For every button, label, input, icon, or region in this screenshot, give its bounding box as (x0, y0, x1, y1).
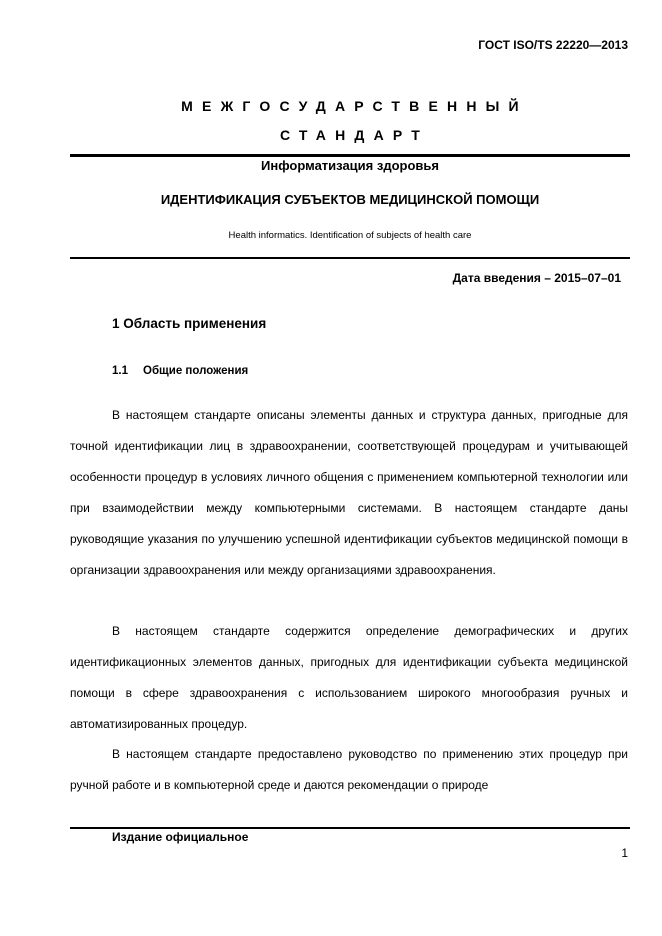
section-heading: 1 Область применения (112, 316, 267, 331)
paragraph-1: В настоящем стандарте описаны элементы данных и структура данных, пригодные для точной идентификации лиц в здравоохранении, соответствующей процедурам и учитывающей особенности процедур в условиях личного общения с применением компьютерной технологии или при взаимодействии между компьютерными системами. В настоящем стандарте даны руководящие указания по улучшению успешной идентификации субъектов медицинской помощи в организации здравоохранения или между организациями здравоохранения. (70, 408, 628, 577)
subsection-number: 1.1 (112, 365, 128, 377)
title-divider (70, 257, 630, 259)
paragraph-2: В настоящем стандарте содержится определение демографических и других идентификационных элементов данных, пригодных для идентификации субъекта медицинской помощи в сфере здравоохранения с использованием широкого многообразия ручных и автоматизированных процедур. (70, 624, 628, 731)
standard-type-line-2: СТАНДАРТ (279, 127, 430, 143)
footer-divider (70, 827, 630, 829)
paragraph-3: В настоящем стандарте предоставлено руководство по применению этих процедур при ручной работе и в компьютерной среде и даются рекомендации о природе (70, 747, 628, 792)
subsection-title: Общие положения (143, 365, 249, 377)
document-title: ИДЕНТИФИКАЦИЯ СУБЪЕКТОВ МЕДИЦИНСКОЙ ПОМОЩИ (160, 192, 540, 207)
english-title: Health informatics. Identification of subjects of health care (228, 230, 472, 241)
edition-label: Издание официальное (112, 830, 249, 844)
subsection-heading (112, 365, 248, 377)
document-code: ГОСТ ISO/TS 22220—2013 (478, 38, 628, 52)
standard-type-line-1: МЕЖГОСУДАРСТВЕННЫЙ (181, 98, 528, 114)
header-divider-thick (70, 154, 630, 157)
document-subtitle: Информатизация здоровья (261, 158, 439, 173)
page-number: 1 (621, 846, 628, 860)
introduction-date: Дата введения – 2015–07–01 (452, 271, 621, 285)
